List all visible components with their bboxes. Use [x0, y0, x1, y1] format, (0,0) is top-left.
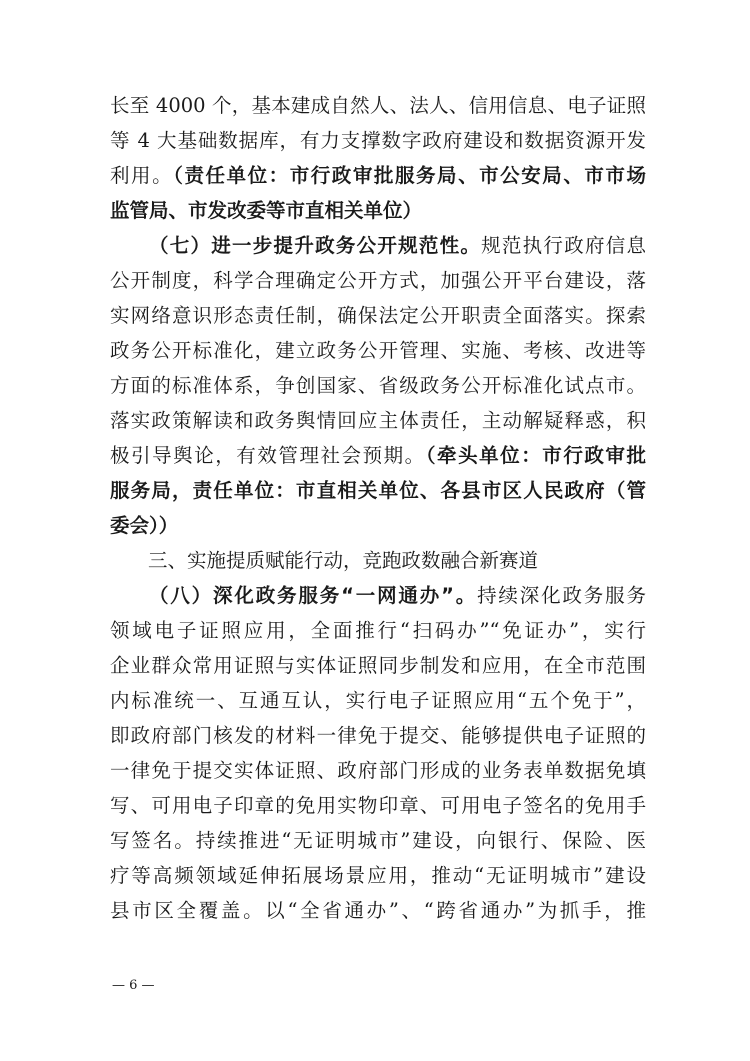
text-line: 公开制度，科学合理确定公开方式，加强公开平台建设，落: [110, 269, 646, 292]
text-line: 方面的标准体系，争创国家、省级政务公开标准化试点市。: [110, 374, 646, 397]
text-line: 县市区全覆盖。以“全省通办”、“跨省通办”为抓手，推: [110, 899, 646, 922]
text-line: 等 4 大基础数据库，有力支撑数字政府建设和数据资源开发: [110, 129, 646, 152]
body-text: [110, 88, 646, 928]
paragraph-start: [110, 578, 646, 613]
text-line: 写签名。持续推进“无证明城市”建设，向银行、保险、医: [110, 829, 646, 852]
responsibility-note-line: 委会））: [110, 514, 179, 537]
text-run: 规范执行政府信息: [481, 234, 646, 257]
page-number: — 6 —: [112, 978, 155, 993]
text-run: 持续深化政务服务: [477, 584, 646, 607]
text-run: 极引导舆论，有效管理社会预期。: [110, 444, 426, 467]
text-line: 长至 4000 个，基本建成自然人、法人、信用信息、电子证照: [110, 94, 646, 117]
text-line: 落实政策解读和政务舆情回应主体责任，主动解疑释惑，积: [110, 409, 646, 432]
responsibility-note-line: 监管局、市发改委等市直相关单位）: [110, 199, 423, 222]
text-line: 即政府部门核发的材料一律免于提交、能够提供电子证照的: [110, 724, 646, 747]
paragraph-start: [110, 228, 646, 263]
text-line: 写、可用电子印章的免用实物印章、可用电子签名的免用手: [110, 794, 646, 817]
text-line: [110, 438, 646, 473]
lead-unit-note: （牵头单位：市行政审批: [425, 444, 646, 467]
responsibility-note-line: 服务局，责任单位：市直相关单位、各县市区人民政府（管: [110, 479, 646, 502]
text-line: 一律免于提交实体证照、政府部门形成的业务表单数据免填: [110, 759, 646, 782]
chapter-heading-3: 三、实施提质赋能行动，竞跑政数融合新赛道: [148, 549, 539, 572]
text-line: 企业群众常用证照与实体证照同步制发和应用，在全市范围: [110, 654, 646, 677]
text-line: 政务公开标准化，建立政务公开管理、实施、考核、改进等: [110, 339, 646, 362]
text-line: [110, 158, 646, 193]
text-line: 领域电子证照应用，全面推行“扫码办”“免证办”，实行: [110, 619, 646, 642]
text-run: 利用。: [110, 164, 174, 187]
responsibility-note: （责任单位：市行政审批服务局、市公安局、市市场: [173, 164, 646, 187]
text-line: 内标准统一、互通互认，实行电子证照应用“五个免于”，: [110, 689, 646, 712]
text-line: 实网络意识形态责任制，确保法定公开职责全面落实。探索: [110, 304, 646, 327]
text-line: 疗等高频领域延伸拓展场景应用，推动“无证明城市”建设: [110, 864, 646, 887]
section-heading-7: （七）进一步提升政务公开规范性。: [149, 234, 482, 257]
section-heading-8: （八）深化政务服务“一网通办”。: [149, 584, 478, 607]
